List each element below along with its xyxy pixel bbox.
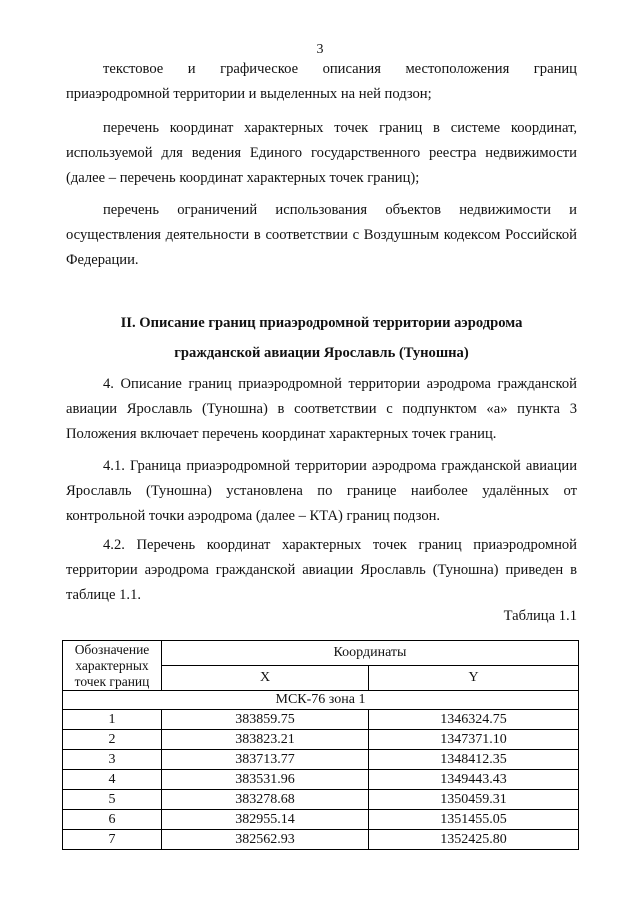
table-row xyxy=(63,810,579,830)
table-row xyxy=(63,770,579,790)
point-number: 3 xyxy=(63,750,162,770)
coordinate-y: 1352425.80 xyxy=(369,830,579,850)
point-number: 4 xyxy=(63,770,162,790)
header-x: X xyxy=(162,666,369,691)
point-number: 1 xyxy=(63,710,162,730)
point-number: 5 xyxy=(63,790,162,810)
coordinates-table xyxy=(62,640,579,850)
coordinate-x: 382955.14 xyxy=(162,810,369,830)
section-heading-line-2: гражданской авиации Ярославль (Туношна) xyxy=(174,345,469,361)
zone-label: МСК-76 зона 1 xyxy=(63,691,579,710)
table-caption: Таблица 1.1 xyxy=(503,608,577,624)
paragraph-coordinates-list: перечень координат характерных точек границ в системе координат, используемой для ведения Единого государственного реестра недвижимости (далее – перечень координат характерных точек границ); xyxy=(66,120,577,186)
table-row xyxy=(63,750,579,770)
header-y: Y xyxy=(369,666,579,691)
header-coordinates: Координаты xyxy=(162,641,579,666)
header-point-designation: Обозначение характерных точек границ xyxy=(63,641,162,691)
coordinate-x: 383531.96 xyxy=(162,770,369,790)
paragraph-4: 4. Описание границ приаэродромной территории аэродрома гражданской авиации Ярославль (Туношна) в соответствии с подпунктом «а» пункта 3 Положения включает перечень координат характерных точек границ. xyxy=(66,376,577,442)
coordinate-y: 1350459.31 xyxy=(369,790,579,810)
coordinate-y: 1351455.05 xyxy=(369,810,579,830)
coordinate-x: 383823.21 xyxy=(162,730,369,750)
section-heading xyxy=(66,308,577,368)
paragraph-4-2: 4.2. Перечень координат характерных точек границ приаэродромной территории аэродрома гражданской авиации Ярославль (Туношна) приведен в таблице 1.1. xyxy=(66,537,577,603)
table-row xyxy=(63,710,579,730)
page-number: 3 xyxy=(316,42,324,57)
coordinate-x: 383859.75 xyxy=(162,710,369,730)
coordinate-x: 383713.77 xyxy=(162,750,369,770)
paragraph-restrictions-list: перечень ограничений использования объектов недвижимости и осуществления деятельности в соответствии с Воздушным кодексом Российской Федерации. xyxy=(66,202,577,268)
coordinate-y: 1347371.10 xyxy=(369,730,579,750)
coordinate-x: 382562.93 xyxy=(162,830,369,850)
point-number: 6 xyxy=(63,810,162,830)
point-number: 7 xyxy=(63,830,162,850)
coordinate-y: 1349443.43 xyxy=(369,770,579,790)
point-number: 2 xyxy=(63,730,162,750)
coordinate-y: 1348412.35 xyxy=(369,750,579,770)
paragraph-text-graphic-description: текстовое и графическое описания местоположения границ приаэродромной территории и выделенных на ней подзон; xyxy=(66,61,577,102)
coordinate-x: 383278.68 xyxy=(162,790,369,810)
coordinate-y: 1346324.75 xyxy=(369,710,579,730)
table-row xyxy=(63,830,579,850)
table-row xyxy=(63,730,579,750)
section-heading-line-1: II. Описание границ приаэродромной территории аэродрома xyxy=(120,315,523,331)
paragraph-4-1: 4.1. Граница приаэродромной территории аэродрома гражданской авиации Ярославль (Туношна) установлена по границе наиболее удалённых от контрольной точки аэродрома (далее – КТА) границ подзон. xyxy=(66,458,577,524)
table-row xyxy=(63,790,579,810)
